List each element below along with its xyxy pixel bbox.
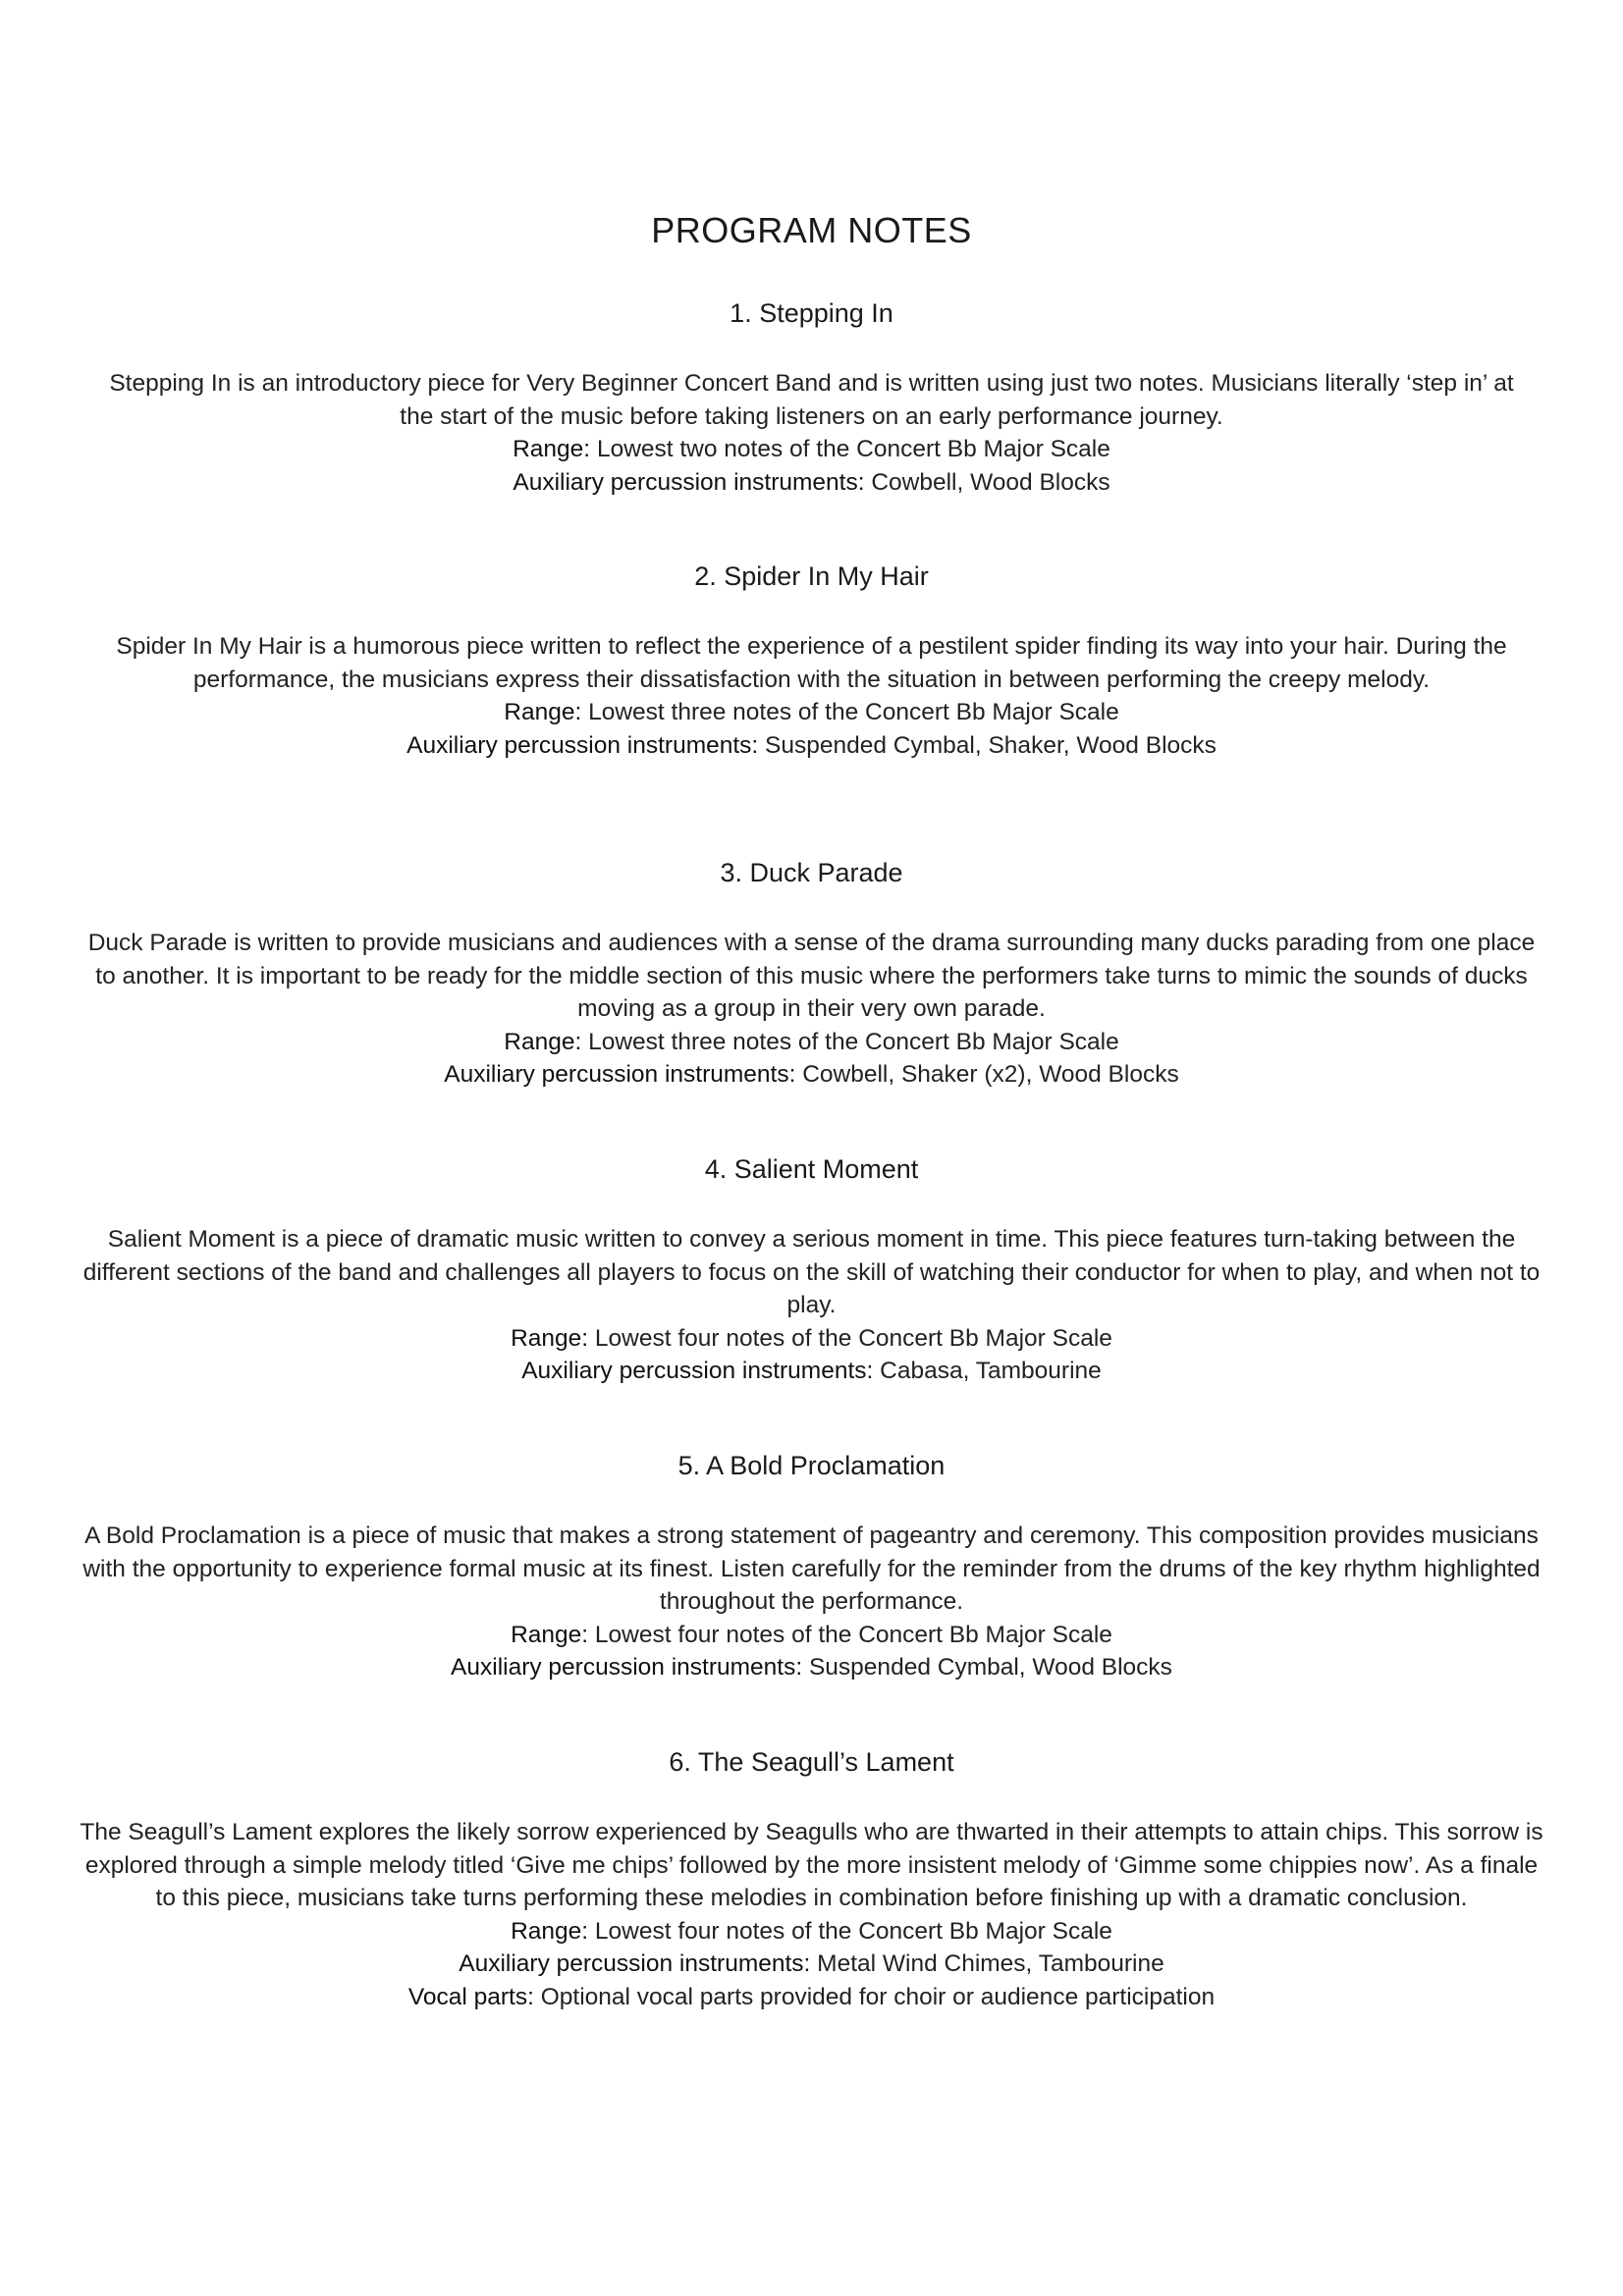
auxiliary-line [79,1355,1544,1388]
auxiliary-line [79,1058,1544,1092]
page-title: PROGRAM NOTES [651,210,972,250]
auxiliary-value: Cowbell, Wood Blocks [871,468,1110,496]
piece-section-stepping-in [79,296,1544,499]
piece-section-salient-moment [79,1152,1544,1388]
piece-description: A Bold Proclamation is a piece of music that makes a strong statement of pageantry and ceremony. This composition provides musicians with the opportunity to experience formal music at its finest. Listen carefully for the reminder from the drums of the key rhythm highlighted throughout the performance. [82,1522,1541,1615]
auxiliary-value: Cowbell, Shaker (x2), Wood Blocks [802,1061,1179,1088]
piece-section-the-seagulls-lament [79,1745,1544,2013]
piece-description: Spider In My Hair is a humorous piece written to reflect the experience of a pestilent spider finding its way into your hair. During the performance, the musicians express their dissatisfaction with the situation in between performing the creepy melody. [116,633,1507,693]
piece-section-duck-parade [79,856,1544,1092]
auxiliary-label: Auxiliary percussion instruments: [513,468,865,496]
range-line [79,1322,1544,1356]
auxiliary-label: Auxiliary percussion instruments: [451,1654,803,1681]
range-line [79,1026,1544,1059]
auxiliary-line [79,729,1544,763]
range-value: Lowest three notes of the Concert Bb Major Scale [588,1028,1119,1055]
range-label: Range: [511,1621,589,1648]
auxiliary-value: Metal Wind Chimes, Tambourine [817,1950,1164,1977]
piece-description: Stepping In is an introductory piece for Very Beginner Concert Band and is written using just two notes. Musicians literally ‘step in’ at the start of the music before taking listeners on an early performance journey. [109,370,1514,430]
auxiliary-label: Auxiliary percussion instruments: [521,1358,874,1384]
piece-description: Salient Moment is a piece of dramatic music written to convey a serious moment in time. This piece features turn-taking between the different sections of the band and challenges all players to focus on the skill of watching their conductor for when to play, and when not to play. [82,1226,1541,1318]
range-label: Range: [511,1917,589,1945]
range-line [79,1619,1544,1652]
range-line [79,433,1544,466]
piece-heading: 6. The Seagull’s Lament [669,1747,954,1777]
auxiliary-line [79,1651,1544,1684]
range-label: Range: [511,1324,589,1352]
vocal-label: Vocal parts: [407,1983,534,2010]
auxiliary-line [79,466,1544,500]
auxiliary-label: Auxiliary percussion instruments: [459,1950,811,1977]
auxiliary-value: Cabasa, Tambourine [880,1358,1102,1384]
range-value: Lowest three notes of the Concert Bb Major Scale [588,699,1119,725]
piece-heading: 2. Spider In My Hair [694,561,929,591]
piece-section-spider-in-my-hair [79,560,1544,762]
auxiliary-value: Suspended Cymbal, Wood Blocks [808,1654,1172,1681]
piece-heading: 5. A Bold Proclamation [677,1451,946,1480]
range-label: Range: [513,436,591,462]
range-value: Lowest four notes of the Concert Bb Major Scale [594,1917,1112,1945]
vocal-value: Optional vocal parts provided for choir or audience participation [540,1983,1216,2010]
range-value: Lowest two notes of the Concert Bb Major Scale [596,436,1110,462]
piece-section-a-bold-proclamation [79,1449,1544,1684]
piece-heading: 3. Duck Parade [720,858,903,887]
auxiliary-line [79,1948,1544,1981]
piece-description: The Seagull’s Lament explores the likely sorrow experienced by Seagulls who are thwarted in their attempts to attain chips. This sorrow is explored through a simple melody titled ‘Give me chips’ followed by the more insistent melody of ‘Gimme some chippies now’. As a finale to this piece, musicians take turns performing these melodies in combination before finishing up with a dramatic conclusion. [80,1819,1543,1911]
range-label: Range: [504,1028,582,1055]
auxiliary-label: Auxiliary percussion instruments: [444,1061,796,1088]
range-line [79,696,1544,729]
range-value: Lowest four notes of the Concert Bb Major Scale [594,1621,1112,1648]
vocal-line [79,1981,1544,2014]
range-line [79,1915,1544,1949]
auxiliary-value: Suspended Cymbal, Shaker, Wood Blocks [765,731,1217,759]
auxiliary-label: Auxiliary percussion instruments: [406,731,759,759]
piece-heading: 4. Salient Moment [704,1154,919,1184]
range-value: Lowest four notes of the Concert Bb Major Scale [594,1324,1112,1352]
piece-heading: 1. Stepping In [730,298,893,328]
range-label: Range: [504,699,582,725]
piece-description: Duck Parade is written to provide musicians and audiences with a sense of the drama surrounding many ducks parading from one place to another. It is important to be ready for the middle section of this music where the performers take turns to mimic the sounds of ducks moving as a group in their very own parade. [87,930,1536,1022]
